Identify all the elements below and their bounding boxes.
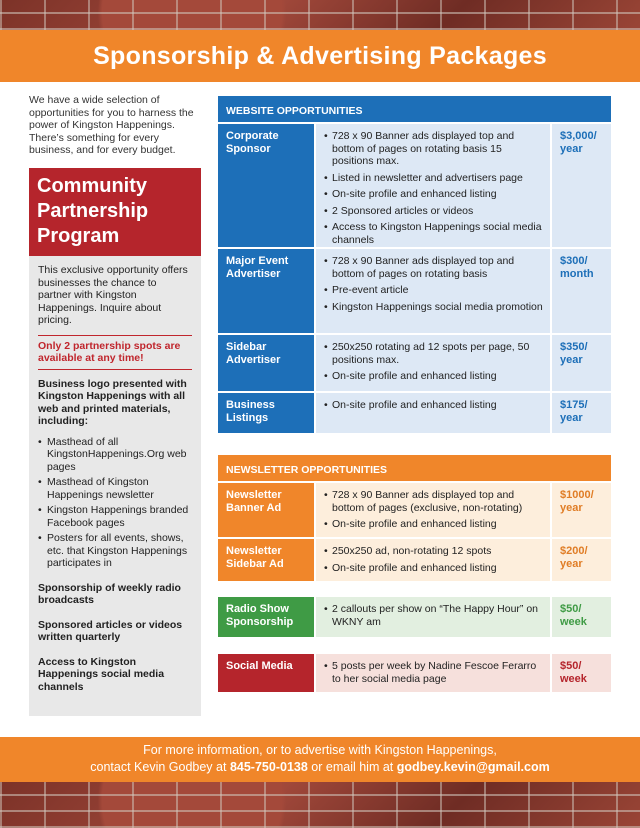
community-partnership-panel bbox=[29, 168, 201, 716]
row-description bbox=[314, 483, 550, 537]
row-bullet: • On-site profile and enhanced listing bbox=[324, 399, 544, 412]
cpp-articles-text: Sponsored articles or videos written quarterly bbox=[38, 618, 183, 643]
phone-number: 845-750-0138 bbox=[229, 760, 308, 774]
row-bullet: • On-site profile and enhanced listing bbox=[324, 518, 544, 531]
footer-line2 bbox=[0, 759, 640, 776]
row-category: Newsletter Banner Ad bbox=[218, 483, 314, 537]
row-price: $1000/ year bbox=[550, 483, 611, 537]
table-row bbox=[218, 391, 611, 433]
row-bullet: • On-site profile and enhanced listing bbox=[324, 370, 544, 383]
table-row bbox=[218, 247, 611, 333]
table-header: NEWSLETTER OPPORTUNITIES bbox=[218, 455, 611, 481]
title-banner bbox=[0, 30, 640, 82]
row-bullet: • Access to Kingston Happenings social media channels bbox=[324, 221, 544, 246]
row-bullet: • Pre-event article bbox=[324, 284, 544, 297]
row-bullet: • Kingston Happenings social media promotion bbox=[324, 301, 544, 314]
row-bullet: • 728 x 90 Banner ads displayed top and bottom of pages (exclusive, non-rotating) bbox=[324, 489, 544, 514]
row-bullet: • Listed in newsletter and advertisers page bbox=[324, 172, 544, 185]
cpp-item-list bbox=[38, 436, 192, 570]
cpp-heading-line: Program bbox=[37, 225, 120, 247]
row-category: Radio Show Sponsorship bbox=[218, 597, 314, 637]
table-row bbox=[218, 537, 611, 581]
row-price: $175/ year bbox=[550, 393, 611, 433]
cpp-radio-text: Sponsorship of weekly radio broadcasts bbox=[38, 581, 181, 606]
cpp-item: • Posters for all events, shows, etc. that Kingston Happenings participates in bbox=[38, 532, 192, 570]
row-description bbox=[314, 249, 550, 333]
table-row bbox=[218, 122, 611, 247]
row-bullet: • On-site profile and enhanced listing bbox=[324, 562, 544, 575]
row-category: Business Listings bbox=[218, 393, 314, 433]
row-description bbox=[314, 597, 550, 637]
cpp-social-text: Access to Kingston Happenings social media channels bbox=[38, 655, 165, 693]
table-row bbox=[218, 481, 611, 537]
row-bullet: • 250x250 ad, non-rotating 12 spots bbox=[324, 545, 544, 558]
table-row bbox=[218, 597, 611, 637]
footer-contact-mid: or email him at bbox=[311, 760, 394, 774]
cpp-item: • Kingston Happenings branded Facebook pages bbox=[38, 504, 192, 529]
brick-background-top bbox=[0, 0, 640, 30]
community-partnership-heading bbox=[29, 168, 201, 256]
table-row bbox=[218, 654, 611, 692]
row-category: Sidebar Advertiser bbox=[218, 335, 314, 391]
row-category: Major Event Advertiser bbox=[218, 249, 314, 333]
table-row bbox=[218, 333, 611, 391]
social-media-table bbox=[218, 654, 611, 692]
row-bullet: • On-site profile and enhanced listing bbox=[324, 188, 544, 201]
row-price: $300/ month bbox=[550, 249, 611, 333]
row-price: $350/ year bbox=[550, 335, 611, 391]
row-description bbox=[314, 124, 550, 247]
intro-text: We have a wide selection of opportunities for you to harness the power of Kingston Happenings. There’s something for every business, and for every budget. bbox=[29, 94, 194, 156]
brick-background-bottom bbox=[0, 782, 640, 828]
row-description bbox=[314, 539, 550, 581]
row-bullet: • 728 x 90 Banner ads displayed top and bottom of pages on rotating basis 15 positions max. bbox=[324, 130, 544, 168]
row-price: $50/ week bbox=[550, 597, 611, 637]
row-price: $200/ year bbox=[550, 539, 611, 581]
cpp-availability-note: Only 2 partnership spots are available at any time! bbox=[38, 335, 192, 370]
row-description bbox=[314, 335, 550, 391]
row-category: Newsletter Sidebar Ad bbox=[218, 539, 314, 581]
cpp-item: • Masthead of Kingston Happenings newsletter bbox=[38, 476, 192, 501]
row-bullet: • 2 Sponsored articles or videos bbox=[324, 205, 544, 218]
page-title: Sponsorship & Advertising Packages bbox=[93, 41, 547, 70]
row-price: $3,000/ year bbox=[550, 124, 611, 247]
cpp-heading-line: Community bbox=[37, 175, 147, 197]
footer-contact-prefix: contact Kevin Godbey at bbox=[90, 760, 227, 774]
row-bullet: • 728 x 90 Banner ads displayed top and bottom of pages on rotating basis bbox=[324, 255, 544, 280]
row-bullet: • 5 posts per week by Nadine Fescoe Ferarro to her social media page bbox=[324, 660, 544, 685]
row-bullet: • 2 callouts per show on “The Happy Hour” on WKNY am bbox=[324, 603, 544, 628]
cpp-item: • Masthead of all KingstonHappenings.Org web pages bbox=[38, 436, 192, 474]
row-category: Social Media bbox=[218, 654, 314, 692]
radio-table bbox=[218, 597, 611, 637]
row-category: Corporate Sponsor bbox=[218, 124, 314, 247]
row-description bbox=[314, 393, 550, 433]
email-address: godbey.kevin@gmail.com bbox=[396, 760, 550, 774]
row-bullet: • 250x250 rotating ad 12 spots per page, 50 positions max. bbox=[324, 341, 544, 366]
cpp-logo-text: Business logo presented with Kingston Happenings with all web and printed materials, including: bbox=[38, 377, 187, 427]
footer-line1: For more information, or to advertise with Kingston Happenings, bbox=[143, 743, 497, 757]
row-description bbox=[314, 654, 550, 692]
contact-footer bbox=[0, 737, 640, 782]
newsletter-opportunities-table bbox=[218, 455, 611, 581]
cpp-description: This exclusive opportunity offers businesses the chance to partner with Kingston Happenings. Inquire about pricing. bbox=[38, 264, 188, 326]
row-price: $50/ week bbox=[550, 654, 611, 692]
website-opportunities-table bbox=[218, 96, 611, 433]
cpp-heading-line: Partnership bbox=[37, 200, 149, 222]
table-header: WEBSITE OPPORTUNITIES bbox=[218, 96, 611, 122]
